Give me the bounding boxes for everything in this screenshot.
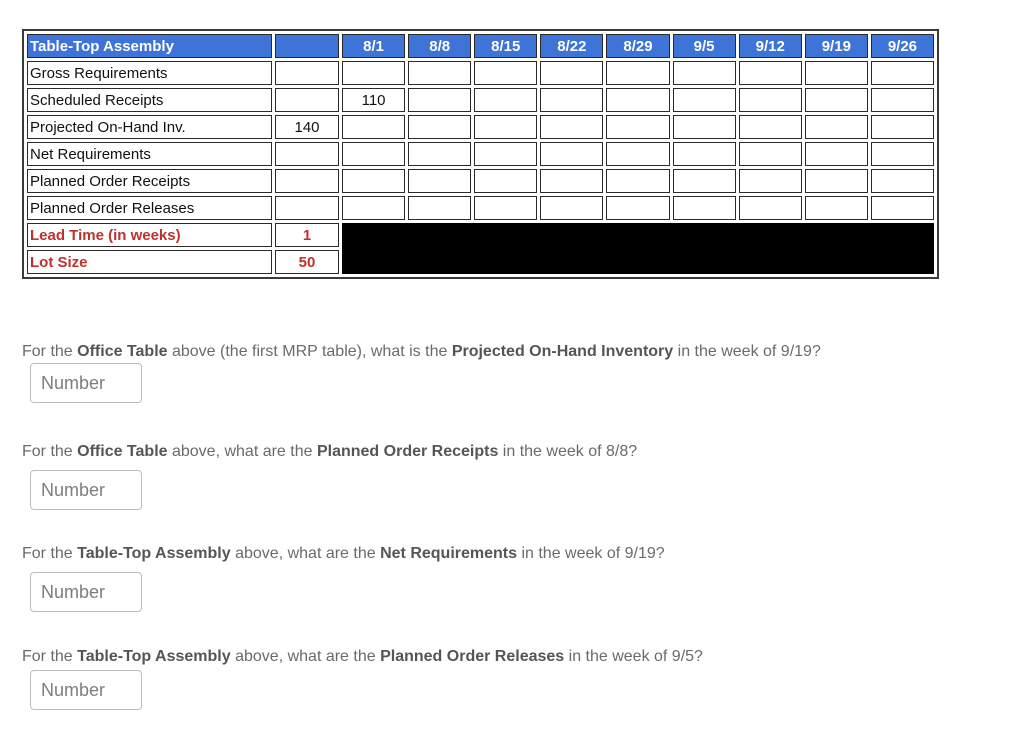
- cell: [540, 169, 603, 193]
- row-label: Planned Order Releases: [27, 196, 272, 220]
- question-emphasis: Office Table: [77, 443, 168, 460]
- cell: [474, 61, 537, 85]
- row-label: Scheduled Receipts: [27, 88, 272, 112]
- question-emphasis: Table-Top Assembly: [77, 648, 231, 665]
- lot-size-value: 50: [275, 250, 339, 274]
- cell: 110: [342, 88, 405, 112]
- cell: [540, 88, 603, 112]
- cell: [342, 169, 405, 193]
- week-header: 8/8: [408, 34, 471, 58]
- row-label: Net Requirements: [27, 142, 272, 166]
- cell: [474, 88, 537, 112]
- cell: [871, 61, 934, 85]
- question-emphasis: Planned Order Receipts: [316, 443, 499, 460]
- week-header: 8/22: [540, 34, 603, 58]
- question-emphasis: Projected On-Hand Inventory: [451, 343, 674, 360]
- row-gross-requirements: [27, 61, 934, 85]
- cell: [871, 196, 934, 220]
- week-header: 9/5: [673, 34, 736, 58]
- cell: [474, 196, 537, 220]
- question-2: [22, 443, 637, 461]
- lot-size-label: Lot Size: [27, 250, 272, 274]
- cell: [606, 196, 669, 220]
- week-header: 8/1: [342, 34, 405, 58]
- cell: [408, 196, 471, 220]
- question-1: [22, 343, 821, 361]
- cell: [805, 142, 868, 166]
- cell: [606, 61, 669, 85]
- cell: [805, 115, 868, 139]
- answer-input-4[interactable]: [30, 670, 142, 710]
- cell: [606, 142, 669, 166]
- question-text: above, what are the: [167, 443, 317, 460]
- mrp-table: [22, 29, 939, 279]
- cell: [871, 88, 934, 112]
- cell: [342, 196, 405, 220]
- week-header: 8/29: [606, 34, 669, 58]
- week-header: 9/12: [739, 34, 802, 58]
- initial-cell: [275, 169, 339, 193]
- cell: [805, 196, 868, 220]
- question-4: [22, 648, 703, 666]
- blacked-out-area: [342, 223, 934, 274]
- cell: [540, 196, 603, 220]
- row-label: Planned Order Receipts: [27, 169, 272, 193]
- cell: [673, 61, 736, 85]
- cell: [739, 115, 802, 139]
- cell: [739, 196, 802, 220]
- cell: [673, 88, 736, 112]
- cell: [408, 88, 471, 112]
- row-scheduled-receipts: [27, 88, 934, 112]
- mrp-header-row: [27, 34, 934, 58]
- cell: [540, 115, 603, 139]
- cell: [805, 88, 868, 112]
- cell: [871, 169, 934, 193]
- cell: [474, 115, 537, 139]
- cell: [739, 88, 802, 112]
- question-text: above, what are the: [230, 545, 381, 562]
- question-text: above, what are the: [230, 648, 381, 665]
- question-text: in the week of 9/19?: [517, 545, 665, 562]
- cell: [673, 115, 736, 139]
- cell: [540, 142, 603, 166]
- answer-input-3[interactable]: [30, 572, 142, 612]
- cell: [805, 61, 868, 85]
- question-text: in the week of 8/8?: [498, 443, 638, 460]
- cell: [408, 61, 471, 85]
- cell: [342, 61, 405, 85]
- cell: [739, 169, 802, 193]
- question-text: in the week of 9/19?: [673, 343, 821, 360]
- cell: [408, 169, 471, 193]
- question-emphasis: Table-Top Assembly: [77, 545, 231, 562]
- cell: [739, 61, 802, 85]
- cell: [606, 115, 669, 139]
- row-net-requirements: [27, 142, 934, 166]
- initial-cell: [275, 142, 339, 166]
- initial-cell: [275, 196, 339, 220]
- cell: [540, 61, 603, 85]
- lead-time-label: Lead Time (in weeks): [27, 223, 272, 247]
- question-text: For the: [22, 343, 78, 360]
- week-header: 9/26: [871, 34, 934, 58]
- cell: [606, 88, 669, 112]
- cell: [474, 169, 537, 193]
- row-label: Gross Requirements: [27, 61, 272, 85]
- question-emphasis: Office Table: [77, 343, 168, 360]
- initial-cell: 140: [275, 115, 339, 139]
- cell: [673, 169, 736, 193]
- cell: [408, 142, 471, 166]
- lead-time-value: 1: [275, 223, 339, 247]
- row-projected-on-hand: [27, 115, 934, 139]
- week-header: 8/15: [474, 34, 537, 58]
- cell: [673, 142, 736, 166]
- cell: [805, 169, 868, 193]
- cell: [871, 115, 934, 139]
- question-text: above (the first MRP table), what is the: [167, 343, 452, 360]
- row-planned-order-releases: [27, 196, 934, 220]
- question-text: For the: [22, 443, 78, 460]
- row-lead-time: [27, 223, 934, 247]
- row-label: Projected On-Hand Inv.: [27, 115, 272, 139]
- mrp-table-title: Table-Top Assembly: [27, 34, 272, 58]
- answer-input-2[interactable]: [30, 470, 142, 510]
- cell: [474, 142, 537, 166]
- initial-cell: [275, 88, 339, 112]
- question-3: [22, 545, 665, 563]
- question-text: For the: [22, 545, 78, 562]
- week-header: 9/19: [805, 34, 868, 58]
- question-text: in the week of 9/5?: [564, 648, 703, 665]
- cell: [871, 142, 934, 166]
- cell: [342, 142, 405, 166]
- answer-input-1[interactable]: [30, 363, 142, 403]
- cell: [673, 196, 736, 220]
- question-emphasis: Net Requirements: [380, 545, 518, 562]
- question-text: For the: [22, 648, 78, 665]
- initial-cell: [275, 61, 339, 85]
- mrp-header-initial: [275, 34, 339, 58]
- row-planned-order-receipts: [27, 169, 934, 193]
- cell: [408, 115, 471, 139]
- cell: [739, 142, 802, 166]
- cell: [606, 169, 669, 193]
- question-emphasis: Planned Order Releases: [380, 648, 565, 665]
- cell: [342, 115, 405, 139]
